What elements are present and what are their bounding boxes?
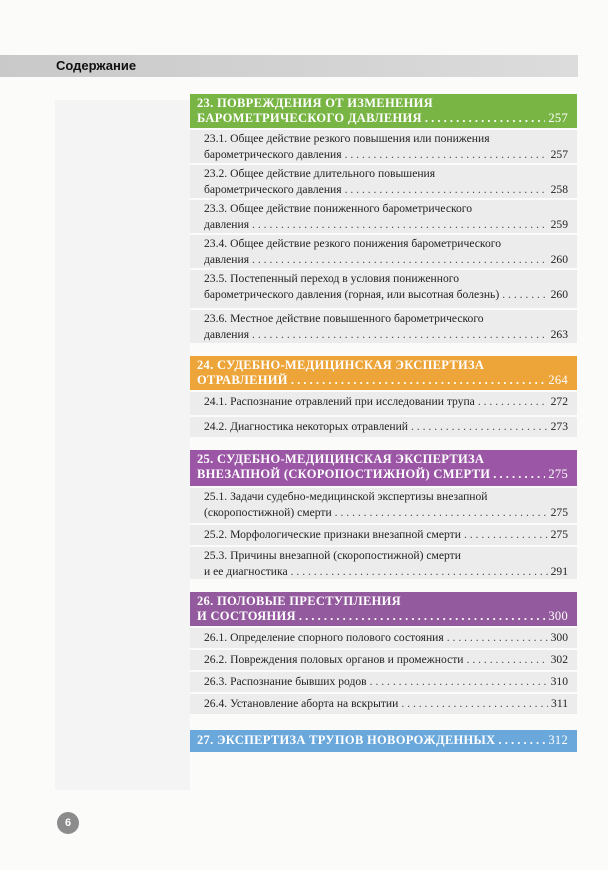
toc-entry[interactable] xyxy=(190,417,577,437)
page-ref: 291 xyxy=(550,565,568,578)
page-ref: 312 xyxy=(548,733,568,747)
page-ref: 272 xyxy=(550,395,568,408)
entry-text: 26.1. Определение спорного полового состояния xyxy=(204,631,444,644)
dot-leader xyxy=(478,394,548,410)
dot-leader xyxy=(493,467,545,482)
chapter-heading[interactable] xyxy=(190,592,577,626)
page-ref: 263 xyxy=(550,328,568,341)
toc-entry[interactable] xyxy=(190,488,577,523)
toc-entry[interactable] xyxy=(190,694,577,714)
entry-text: 27. ЭКСПЕРТИЗА ТРУПОВ НОВОРОЖДЕННЫХ xyxy=(197,733,496,747)
dot-leader xyxy=(464,527,548,543)
entry-text: 23.5. Постепенный переход в условия пониженного xyxy=(204,272,459,285)
entry-text: 26.4. Установление аборта на вскрытии xyxy=(204,697,399,710)
entry-text: 23.3. Общее действие пониженного барометрического xyxy=(204,202,473,215)
entry-text: 26.2. Повреждения половых органов и промежности xyxy=(204,653,464,666)
toc-entry[interactable] xyxy=(190,130,577,163)
entry-text: барометрического давления xyxy=(204,183,342,196)
show-through-background xyxy=(55,100,190,790)
page-ref: 275 xyxy=(550,528,568,541)
page-ref: 310 xyxy=(550,675,568,688)
entry-text: 23.6. Местное действие повышенного барометрического xyxy=(204,312,484,325)
page-ref: 257 xyxy=(550,148,568,161)
entry-text: И СОСТОЯНИЯ xyxy=(197,609,296,623)
toc-entry[interactable] xyxy=(190,200,577,233)
dot-leader xyxy=(498,733,545,748)
dot-leader xyxy=(467,652,548,668)
entry-text: 24.2. Диагностика некоторых отравлений xyxy=(204,420,408,433)
entry-text: ВНЕЗАПНОЙ (СКОРОПОСТИЖНОЙ) СМЕРТИ xyxy=(197,467,491,481)
dot-leader xyxy=(291,373,546,388)
dot-leader xyxy=(425,111,545,126)
page-ref: 273 xyxy=(550,420,568,433)
toc-entry[interactable] xyxy=(190,235,577,268)
chapter-heading[interactable] xyxy=(190,450,577,486)
entry-text: давления xyxy=(204,218,250,231)
toc-entry[interactable] xyxy=(190,310,577,343)
dot-leader xyxy=(291,564,548,580)
page-ref: 311 xyxy=(551,697,568,710)
toc-entry[interactable] xyxy=(190,628,577,648)
entry-text: 26.3. Распознание бывших родов xyxy=(204,675,367,688)
page-ref: 258 xyxy=(550,183,568,196)
entry-text: БАРОМЕТРИЧЕСКОГО ДАВЛЕНИЯ xyxy=(197,111,422,125)
page-ref: 302 xyxy=(550,653,568,666)
entry-text: 23.1. Общее действие резкого повышения или понижения xyxy=(204,132,490,145)
page-ref: 300 xyxy=(548,609,568,623)
entry-text: 24. СУДЕБНО-МЕДИЦИНСКАЯ ЭКСПЕРТИЗА xyxy=(197,358,485,372)
entry-text: 24.1. Распознание отравлений при исследовании трупа xyxy=(204,395,475,408)
chapter-heading[interactable] xyxy=(190,730,577,752)
dot-leader xyxy=(345,182,548,198)
toc-entry[interactable] xyxy=(190,270,577,308)
chapter-heading[interactable] xyxy=(190,356,577,390)
dot-leader xyxy=(252,217,548,233)
dot-leader xyxy=(345,147,548,163)
dot-leader xyxy=(401,696,548,712)
dot-leader xyxy=(252,252,548,268)
page-ref: 260 xyxy=(550,253,568,266)
page-ref: 257 xyxy=(548,111,568,125)
dot-leader xyxy=(502,287,547,303)
page-ref: 275 xyxy=(548,467,568,481)
page-number: 6 xyxy=(57,812,79,834)
entry-text: 25.2. Морфологические признаки внезапной смерти xyxy=(204,528,461,541)
dot-leader xyxy=(252,327,548,343)
entry-text: и ее диагностика xyxy=(204,565,288,578)
page-ref: 260 xyxy=(550,288,568,301)
page-ref: 259 xyxy=(550,218,568,231)
page-ref: 264 xyxy=(548,373,568,387)
entry-text: 25.3. Причины внезапной (скоропостижной) смерти xyxy=(204,549,461,562)
entry-text: 23.4. Общее действие резкого понижения барометрического xyxy=(204,237,502,250)
toc-entry[interactable] xyxy=(190,525,577,545)
toc-entry[interactable] xyxy=(190,650,577,670)
section-header-bar xyxy=(0,55,578,77)
entry-text: барометрического давления (горная, или высотная болезнь) xyxy=(204,288,500,301)
entry-text: давления xyxy=(204,328,250,341)
entry-text: 25.1. Задачи судебно-медицинской экспертизы внезапной xyxy=(204,490,488,503)
entry-text: 25. СУДЕБНО-МЕДИЦИНСКАЯ ЭКСПЕРТИЗА xyxy=(197,452,485,466)
entry-text: 23. ПОВРЕЖДЕНИЯ ОТ ИЗМЕНЕНИЯ xyxy=(197,96,433,110)
section-title: Содержание xyxy=(56,58,137,73)
entry-text: (скоропостижной) смерти xyxy=(204,506,332,519)
dot-leader xyxy=(447,630,548,646)
dot-leader xyxy=(299,609,545,624)
toc-entry[interactable] xyxy=(190,547,577,579)
page-ref: 300 xyxy=(550,631,568,644)
toc-entry[interactable] xyxy=(190,392,577,415)
entry-text: 26. ПОЛОВЫЕ ПРЕСТУПЛЕНИЯ xyxy=(197,594,401,608)
toc-entry[interactable] xyxy=(190,165,577,198)
dot-leader xyxy=(335,505,548,521)
entry-text: барометрического давления xyxy=(204,148,342,161)
entry-text: ОТРАВЛЕНИЙ xyxy=(197,373,288,387)
page-ref: 275 xyxy=(550,506,568,519)
entry-text: 23.2. Общее действие длительного повышения xyxy=(204,167,436,180)
toc-entry[interactable] xyxy=(190,672,577,692)
dot-leader xyxy=(411,419,548,435)
dot-leader xyxy=(370,674,548,690)
chapter-heading[interactable] xyxy=(190,94,577,128)
entry-text: давления xyxy=(204,253,250,266)
